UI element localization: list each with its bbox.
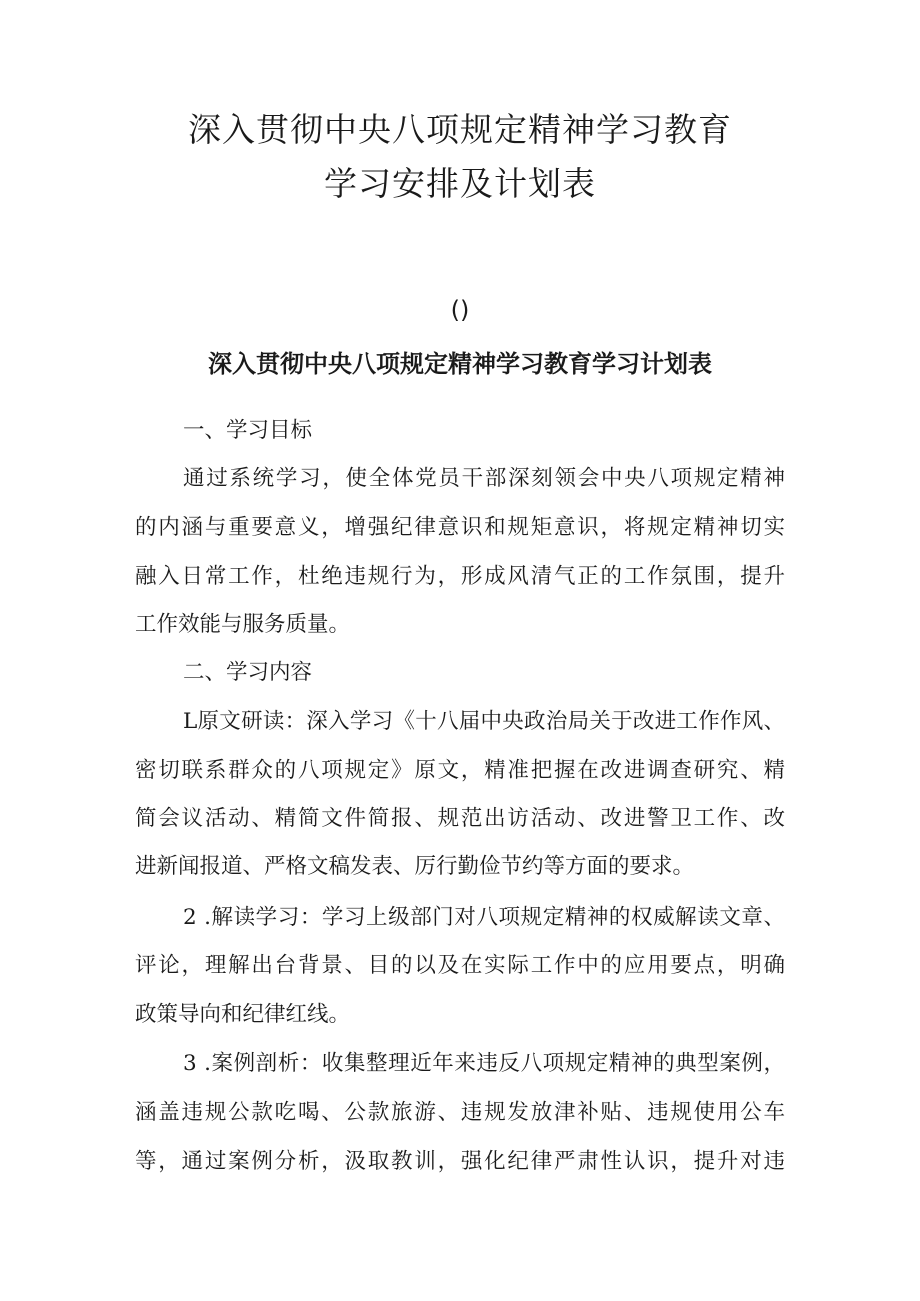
item1-line: 简会议活动、精简文件简报、规范出访活动、改进警卫工作、改 (135, 806, 785, 831)
goal-line: 工作效能与服务质量。 (135, 612, 351, 637)
heading-study-goals: 一、学习目标 (183, 418, 313, 443)
item3-line: 等，通过案例分析，汲取教训，强化纪律严肃性认识，提升对违 (135, 1149, 785, 1174)
item2-line: 评论，理解出台背景、目的以及在实际工作中的应用要点，明确 (135, 953, 785, 978)
heading-study-content: 二、学习内容 (183, 660, 313, 685)
item1-line: 密切联系群众的八项规定》原文，精准把握在改进调查研究、精 (135, 758, 785, 783)
item1-line: L原文研读：深入学习《十八届中央政治局关于改进工作作风、 (183, 709, 785, 734)
item2-line: 政策导向和纪律红线。 (135, 1002, 351, 1027)
goal-line: 的内涵与重要意义，增强纪律意识和规矩意识，将规定精神切实 (135, 515, 785, 540)
item1-line: 进新闻报道、严格文稿发表、厉行勤俭节约等方面的要求。 (135, 854, 695, 879)
goal-line: 通过系统学习，使全体党员干部深刻领会中央八项规定精神 (183, 466, 785, 491)
document-title-line-2: 学习安排及计划表 (324, 164, 596, 203)
document-title-line-1: 深入贯彻中央八项规定精神学习教育 (188, 110, 732, 149)
item3-line: 3 .案例剖析：收集整理近年来违反八项规定精神的典型案例， (183, 1051, 785, 1076)
item3-line: 涵盖违规公款吃喝、公款旅游、违规发放津补贴、违规使用公车 (135, 1100, 785, 1125)
item2-line: 2 .解读学习：学习上级部门对八项规定精神的权威解读文章、 (183, 905, 785, 930)
goal-line: 融入日常工作，杜绝违规行为，形成风清气正的工作氛围，提升 (135, 564, 785, 589)
section-marker: () (450, 296, 470, 324)
section-title: 深入贯彻中央八项规定精神学习教育学习计划表 (208, 350, 712, 378)
